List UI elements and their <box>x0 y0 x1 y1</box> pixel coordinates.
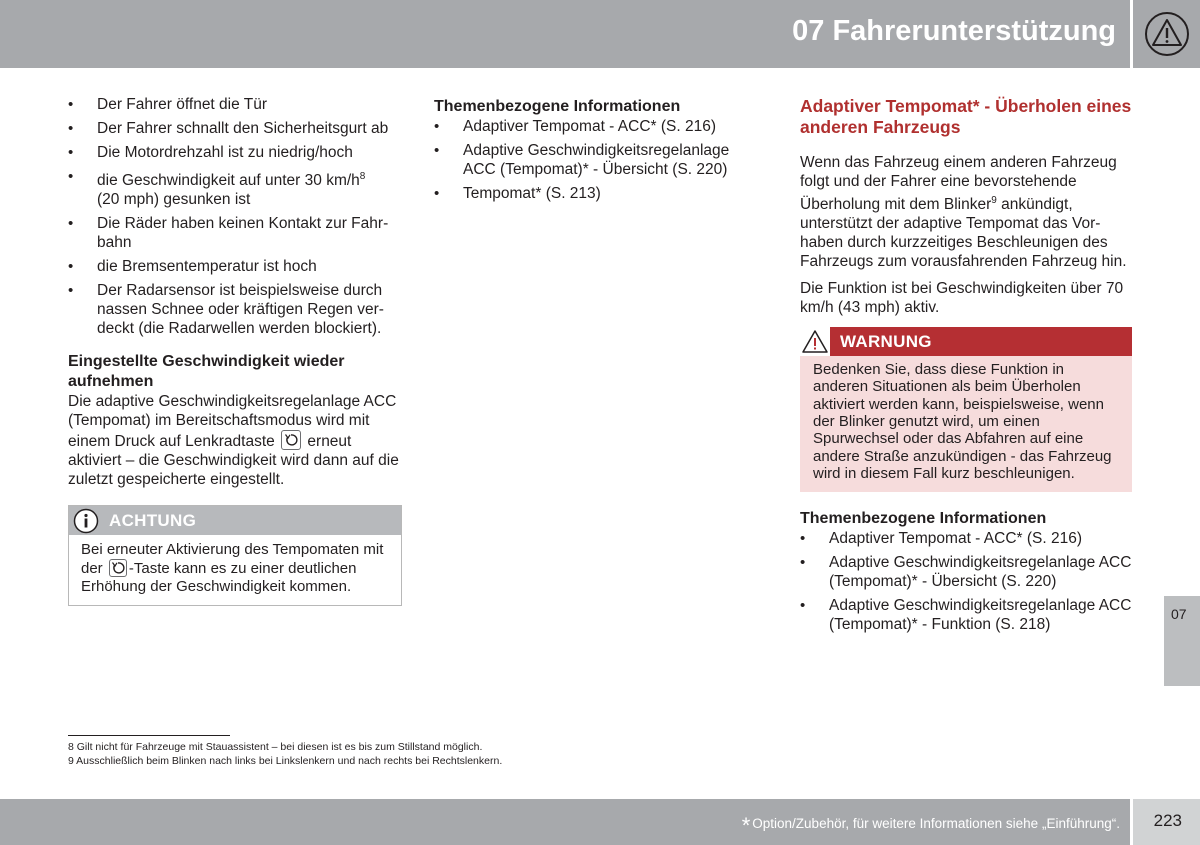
warning-box <box>800 327 1132 492</box>
caution-text-part: Bei erneuter Aktivierung des Tempomaten mit der <box>81 541 384 578</box>
footnote-divider <box>68 735 230 736</box>
list-item: • Der Fahrer schnallt den Sicherheitsgurt ab <box>68 119 402 138</box>
list-item-text: (20 mph) gesunken ist <box>97 191 251 209</box>
paragraph-text: Die adaptive Geschwindigkeitsregelanlage ACC (Tempomat) im Bereitschaftsmodus wird mit einem Druck auf Lenkradtaste <box>68 393 397 451</box>
footnote: 8 Gilt nicht für Fahrzeuge mit Stauassistent – bei diesen ist es bis zum Stillstand möglich. <box>68 741 483 753</box>
related-link[interactable]: • Adaptive Geschwindigkeitsregelanlage ACC (Tempomat)* - Funktion (S. 218) <box>800 596 1132 634</box>
related-heading: Themenbezogene Informationen <box>434 98 681 115</box>
asterisk: * <box>741 813 751 838</box>
chapter-title: 07 Fahrerunterstützung <box>792 15 1116 47</box>
list-item: • Die Motordrehzahl ist zu niedrig/hoch <box>68 143 402 162</box>
related-link[interactable]: • Tempomat* (S. 213) <box>434 184 764 203</box>
column-middle <box>434 97 764 208</box>
caution-label: ACHTUNG <box>109 511 197 531</box>
related-links <box>800 529 1132 634</box>
section-title: Adaptiver Tempomat* - Überholen eines anderen Fahrzeugs <box>800 96 1132 137</box>
list-item: • Die Räder haben keinen Kontakt zur Fahrbahn <box>68 214 402 252</box>
warning-triangle-icon <box>1144 11 1190 57</box>
body-paragraph <box>800 153 1132 271</box>
caution-box <box>68 505 402 606</box>
related-link[interactable]: • Adaptiver Tempomat - ACC* (S. 216) <box>434 117 764 136</box>
warning-text: Bedenken Sie, dass diese Funktion in anderen Situationen als beim Überholen aktiviert werden kann, beispielsweise, wenn der Blinker genutzt wird, um einen Spurwechsel oder das Abfahren auf eine andere Straße anzukündigen - das Fahrzeug wird in diesem Fall kurz beschleunigen. <box>813 361 1112 482</box>
footnote-ref: 8 <box>359 171 366 182</box>
footnote: 9 Ausschließlich beim Blinken nach links bei Linkslenkern und nach rechts bei Rechtslenkern. <box>68 755 503 767</box>
body-paragraph: Die Funktion ist bei Geschwindigkeiten über 70 km/h (43 mph) aktiv. <box>800 280 1124 317</box>
section-heading: Eingestellte Geschwindigkeit wieder aufnehmen <box>68 353 345 391</box>
page-header <box>0 0 1130 68</box>
list-item-text: die Geschwindigkeit auf unter 30 km/h <box>97 172 360 190</box>
footer-note-text: Option/Zubehör, für weitere Informationen siehe „Einführung“. <box>752 816 1120 831</box>
footer-note <box>742 813 1120 839</box>
paragraph-text: Wenn das Fahrzeug einem anderen Fahrzeug folgt und der Fahrer eine bevorstehende Überholung mit dem Blinker <box>800 154 1117 214</box>
warning-header <box>800 327 1132 356</box>
page-number-box <box>1133 799 1200 845</box>
related-link[interactable]: • Adaptive Geschwindigkeitsregelanlage ACC (Tempomat)* - Übersicht (S. 220) <box>800 553 1132 591</box>
warning-triangle-icon <box>800 327 830 356</box>
column-left <box>68 95 402 606</box>
warning-label: WARNUNG <box>840 332 932 352</box>
list-item <box>68 167 402 209</box>
related-links <box>434 117 764 203</box>
list-item: • Der Radarsensor ist beispielsweise durch nassen Schnee oder kräftigen Regen verdeckt (die Radarwellen werden blockiert). <box>68 281 402 338</box>
caution-header <box>69 506 401 535</box>
condition-list <box>68 95 402 338</box>
resume-button-icon <box>281 430 301 450</box>
column-right <box>800 96 1132 639</box>
related-link[interactable]: • Adaptiver Tempomat - ACC* (S. 216) <box>800 529 1132 548</box>
page-number: 223 <box>1153 811 1182 830</box>
page-footer <box>0 799 1130 845</box>
info-icon <box>71 506 101 536</box>
related-heading: Themenbezogene Informationen <box>800 510 1047 528</box>
paragraph-text: ankündigt, unterstützt der adaptive Tempomat das Vorhaben durch kurzzeitiges Beschleunigen des Fahrzeugs zum vorausfahrenden Fahrzeug hin. <box>800 196 1127 271</box>
list-item: • die Bremsentemperatur ist hoch <box>68 257 402 276</box>
body-paragraph <box>68 392 402 489</box>
footnote-ref: 9 <box>991 195 997 206</box>
paragraph-text: erneut aktiviert – die Geschwindigkeit wird dann auf die zuletzt gespeicherte eingestellt. <box>68 433 399 489</box>
resume-button-icon <box>109 559 127 577</box>
list-item: • Der Fahrer öffnet die Tür <box>68 95 402 114</box>
chapter-tab[interactable] <box>1164 596 1200 686</box>
caution-text <box>69 535 401 605</box>
related-link[interactable]: • Adaptive Geschwindigkeitsregelanlage ACC (Tempomat)* - Übersicht (S. 220) <box>434 141 764 179</box>
caution-text-part: -Taste kann es zu einer deutlichen Erhöhung der Geschwindigkeit kommen. <box>81 560 357 596</box>
header-icon-box <box>1133 0 1200 68</box>
chapter-tab-label: 07 <box>1171 606 1187 622</box>
